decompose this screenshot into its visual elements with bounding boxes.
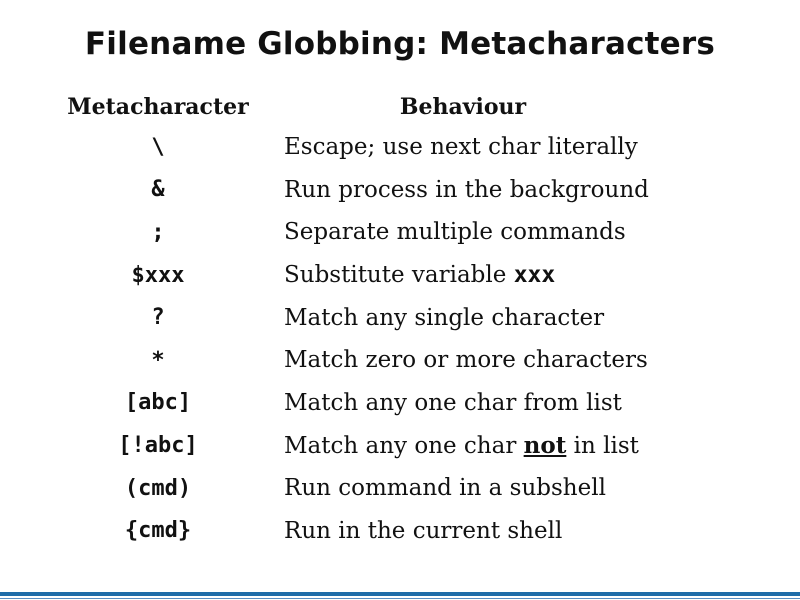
metacharacter-table: [40, 88, 760, 552]
metacharacter-cell: ?: [151, 305, 165, 331]
table-row: [40, 424, 760, 467]
table-row: [40, 509, 760, 552]
table-row: [40, 254, 760, 297]
table-row: [40, 296, 760, 339]
behaviour-cell: Run process in the background: [284, 176, 649, 203]
behaviour-text: in list: [566, 432, 639, 459]
table-row: [40, 211, 760, 254]
metacharacter-cell: \: [151, 134, 165, 160]
metacharacter-cell: (cmd): [124, 475, 192, 501]
table-row: [40, 339, 760, 382]
table-row: [40, 126, 760, 169]
behaviour-code: xxx: [513, 262, 556, 289]
metacharacter-cell: [abc]: [124, 390, 192, 416]
bottom-accent-line: [0, 598, 800, 599]
behaviour-cell: Run command in a subshell: [284, 475, 606, 502]
behaviour-text: Match any one char: [284, 432, 524, 459]
header-metacharacter: Metacharacter: [67, 94, 249, 120]
behaviour-cell: Match any one char from list: [284, 389, 622, 416]
metacharacter-cell: *: [151, 347, 165, 373]
bottom-accent-bar: [0, 592, 800, 596]
metacharacter-cell: $xxx: [131, 262, 185, 288]
behaviour-cell: Escape; use next char literally: [284, 134, 638, 161]
metacharacter-cell: ;: [151, 219, 165, 245]
table-row: [40, 382, 760, 425]
behaviour-cell: Match zero or more characters: [284, 347, 648, 374]
metacharacter-cell: &: [151, 177, 165, 203]
page-title: Filename Globbing: Metacharacters: [84, 26, 716, 62]
behaviour-cell: Run in the current shell: [284, 517, 563, 544]
behaviour-cell: [276, 432, 760, 459]
behaviour-emphasis: not: [523, 431, 567, 459]
behaviour-cell: Match any single character: [284, 304, 605, 331]
table-row: [40, 467, 760, 510]
header-behaviour: Behaviour: [399, 94, 527, 120]
behaviour-cell: Separate multiple commands: [284, 219, 626, 246]
metacharacter-cell: [!abc]: [118, 432, 198, 458]
table-row: [40, 169, 760, 212]
metacharacter-cell: {cmd}: [124, 518, 192, 544]
behaviour-cell: [276, 262, 760, 288]
table-header-row: [40, 88, 760, 126]
behaviour-text: Substitute variable: [284, 262, 514, 289]
